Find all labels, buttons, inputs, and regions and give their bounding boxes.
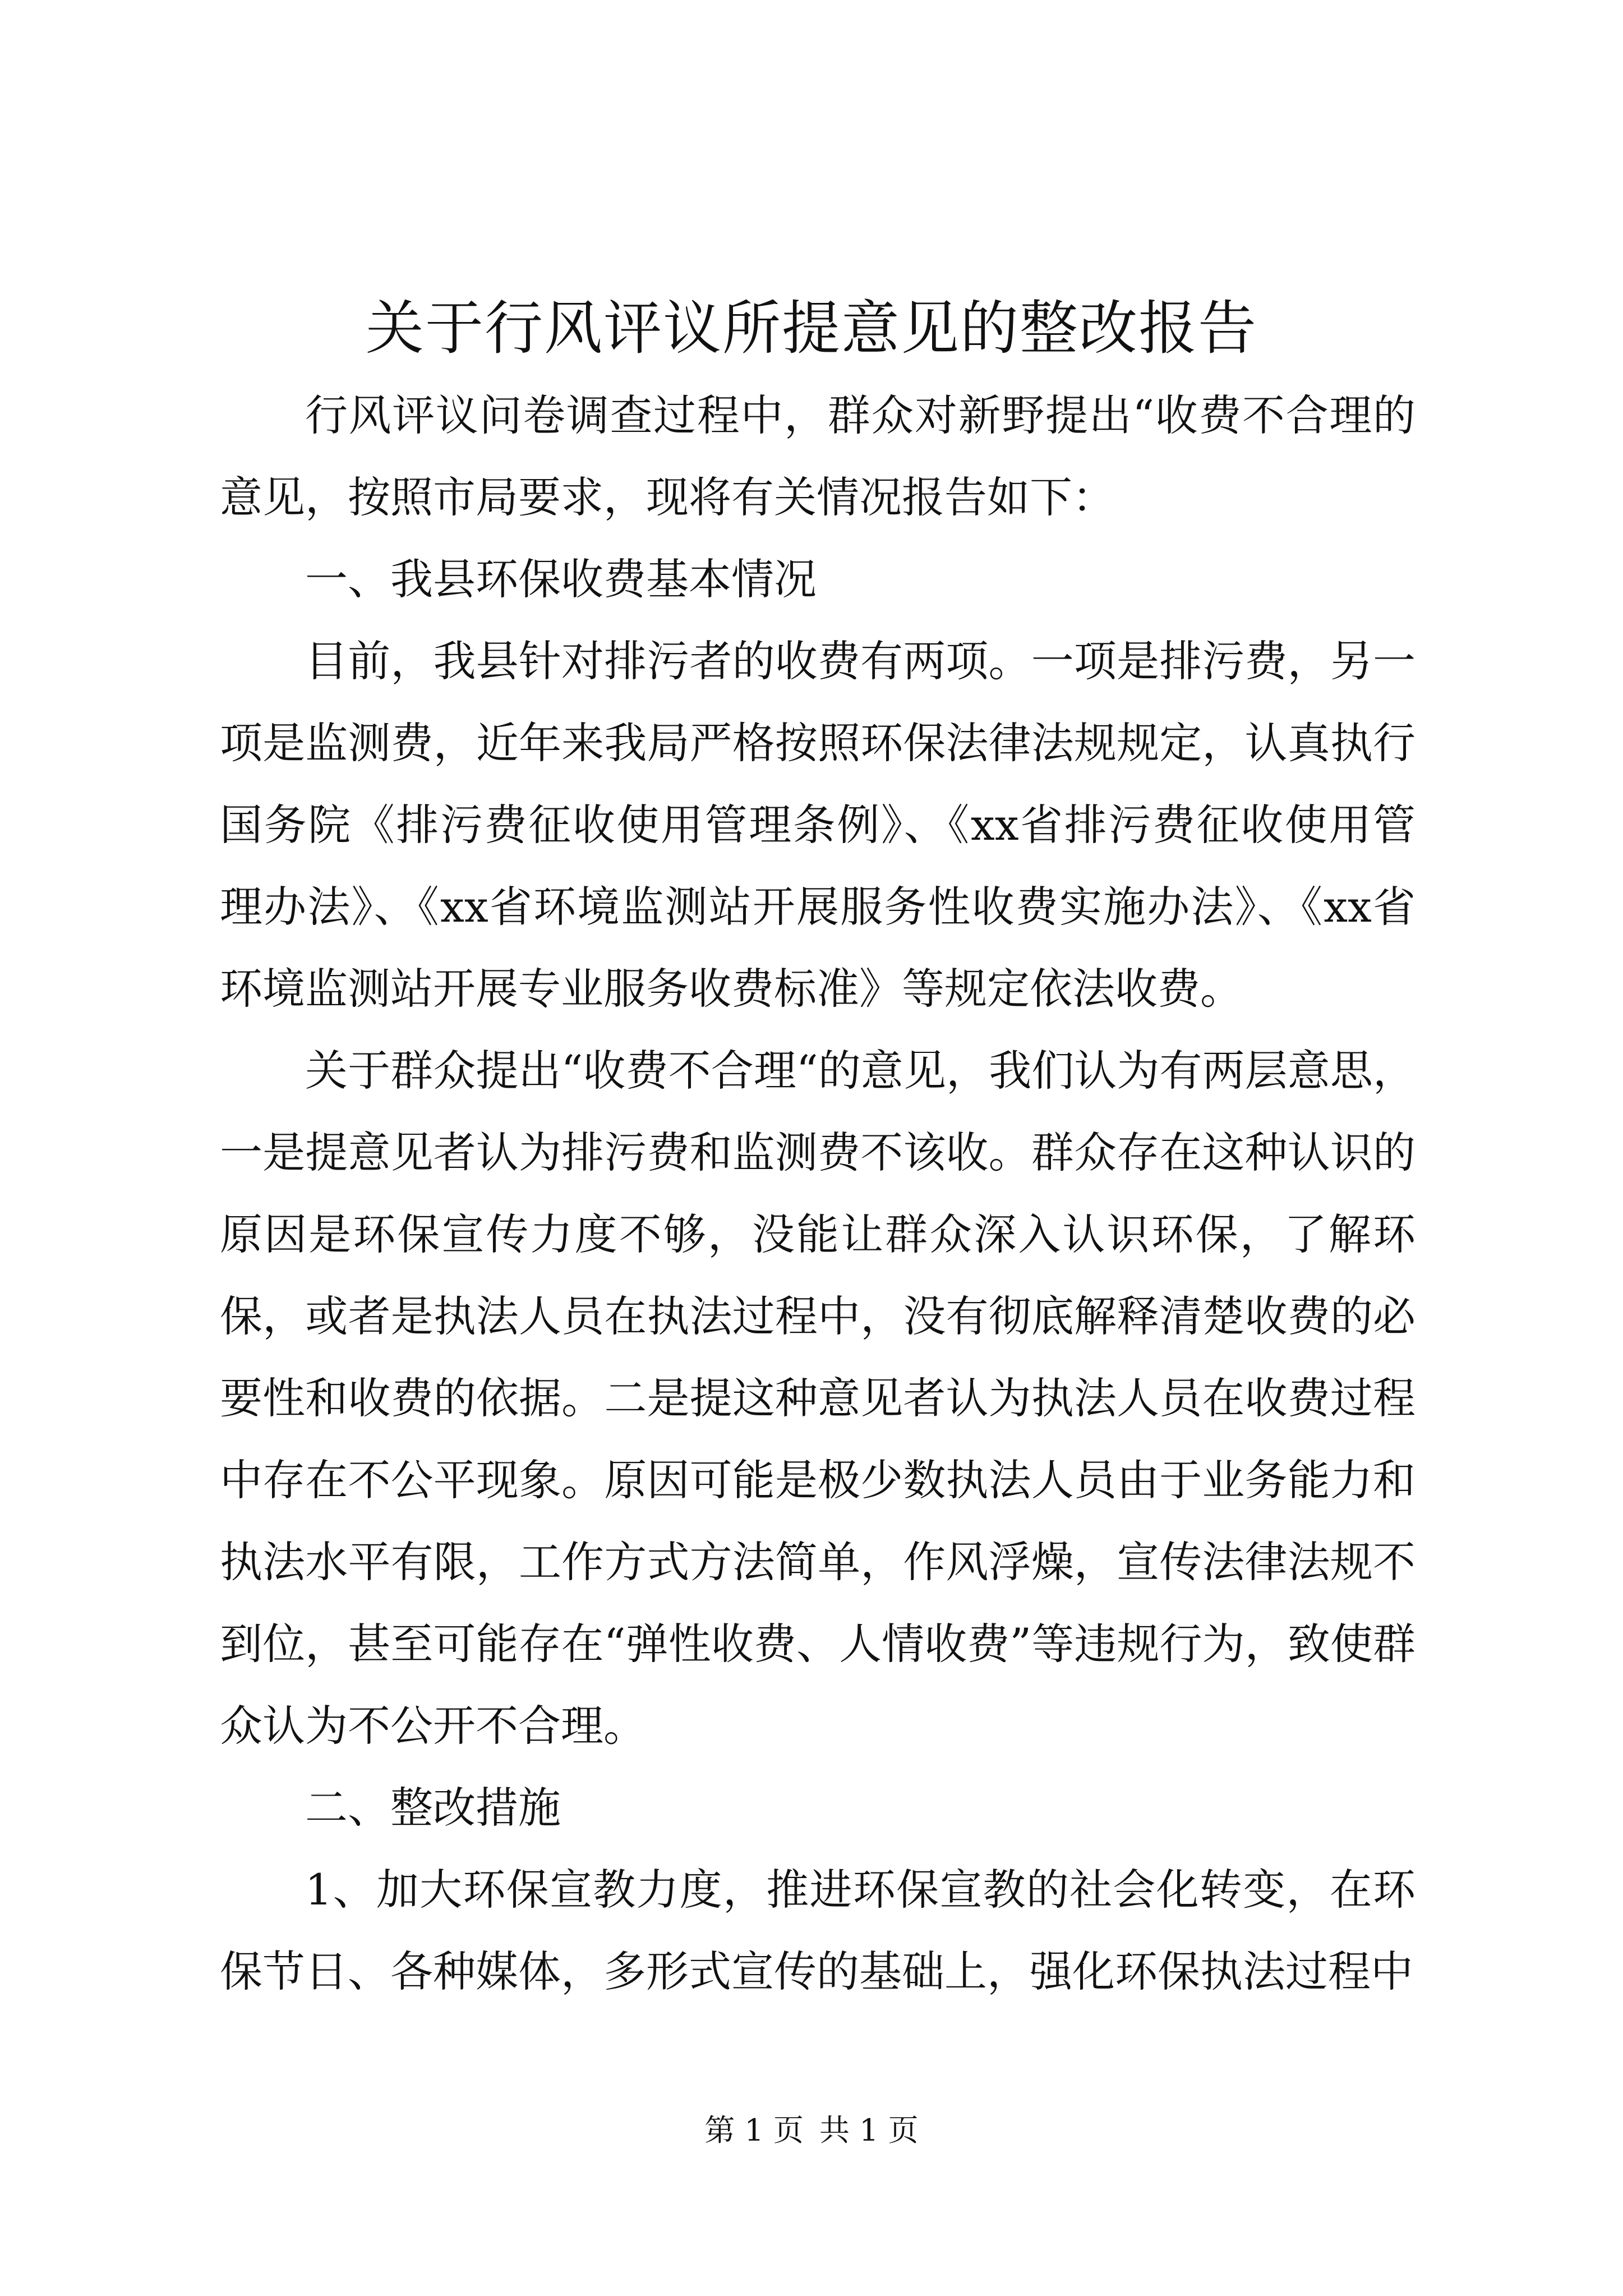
fee-situation-paragraph: 目前，我县针对排污者的收费有两项。一项是排污费，另一项是监测费，近年来我局严格按照环保法律法规规定，认真执行国务院《排污费征收使用管理条例》、《xx省排污费征收使用管理办法》、《xx省环境监测站开展服务性收费实施办法》、《xx省环境监测站开展专业服务收费标准》等规定依法收费。 [220, 636, 1415, 1014]
document-body [220, 375, 1415, 2013]
section-heading-2: 二、整改措施 [305, 1783, 561, 1833]
page-footer [0, 2108, 1623, 2153]
intro-paragraph: 行风评议问卷调查过程中，群众对新野提出“收费不合理的意见，按照市局要求，现将有关情况报告如下： [220, 390, 1415, 522]
opinion-analysis-paragraph: 关于群众提出“收费不合理“的意见，我们认为有两层意思，一是提意见者认为排污费和监测费不该收。群众存在这种认识的原因是环保宣传力度不够，没能让群众深入认识环保，了解环保，或者是执法人员在执法过程中，没有彻底解释清楚收费的必要性和收费的依据。二是提这种意见者认为执法人员在收费过程中存在不公平现象。原因可能是极少数执法人员由于业务能力和执法水平有限，工作方式方法简单，作风浮燥，宣传法律法规不到位，甚至可能存在“弹性收费、人情收费”等违规行为，致使群众认为不公开不合理。 [220, 1046, 1415, 1751]
page-number: 第 1 页 [704, 2113, 804, 2148]
measure-1-paragraph: 1、加大环保宣教力度，推进环保宣教的社会化转变，在环保节日、各种媒体，多形式宣传的基础上，强化环保执法过程中 [220, 1865, 1415, 1996]
section-heading-1: 一、我县环保收费基本情况 [305, 554, 817, 604]
document-title: 关于行风评议所提意见的整改报告 [365, 294, 1257, 362]
page-total: 共 1 页 [819, 2113, 919, 2148]
